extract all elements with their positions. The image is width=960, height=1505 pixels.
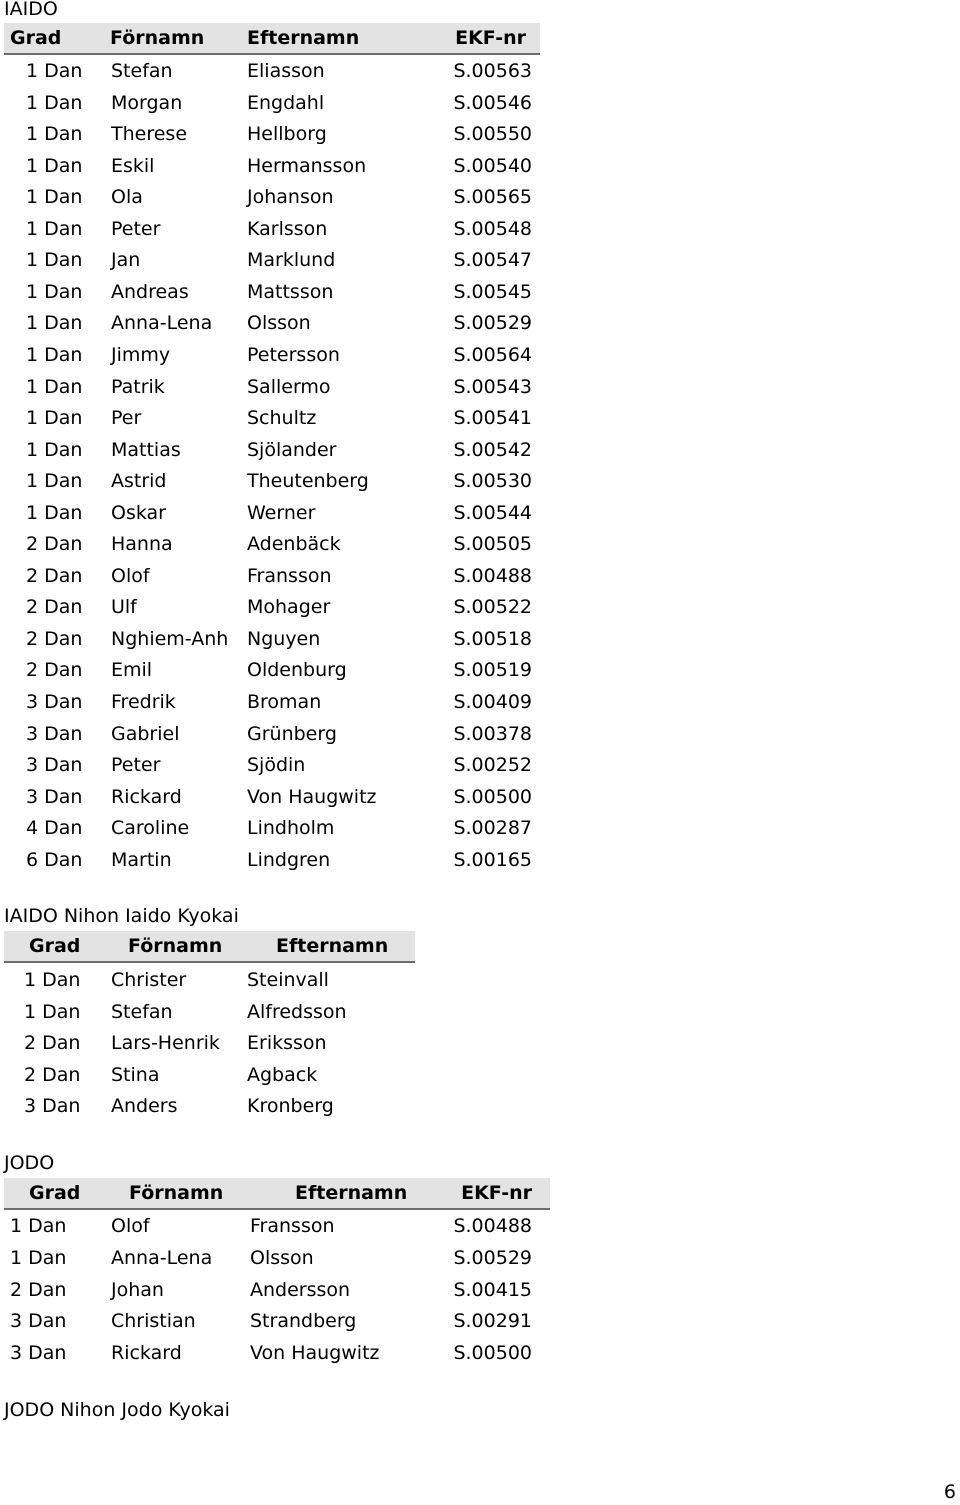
grad-cell: 1 Dan: [26, 343, 83, 366]
ekf-cell: S.00543: [453, 375, 532, 398]
table-row: [0, 182, 960, 213]
fornamn-cell: Olof: [111, 564, 150, 587]
efternamn-cell: Von Haugwitz: [250, 1342, 380, 1365]
ekf-cell: S.00488: [453, 564, 532, 587]
section-title-jodo-nihon: JODO Nihon Jodo Kyokai: [4, 1399, 230, 1421]
fornamn-cell: Peter: [111, 754, 161, 777]
efternamn-cell: Eriksson: [247, 1032, 327, 1055]
ekf-cell: S.00518: [453, 627, 532, 650]
ekf-cell: S.00529: [453, 312, 532, 335]
ekf-cell: S.00287: [453, 817, 532, 840]
efternamn-cell: Engdahl: [247, 91, 325, 114]
fornamn-cell: Ulf: [111, 596, 137, 619]
fornamn-cell: Jan: [111, 249, 141, 272]
col-header-fornamn: Förnamn: [128, 935, 223, 957]
fornamn-cell: Martin: [111, 848, 172, 871]
table-row: [0, 997, 960, 1028]
efternamn-cell: Alfredsson: [247, 1000, 347, 1023]
grad-cell: 1 Dan: [10, 1215, 67, 1237]
table-row: [0, 1211, 960, 1242]
grad-cell: 3 Dan: [26, 691, 83, 713]
grad-cell: 2 Dan: [26, 533, 83, 556]
fornamn-cell: Jimmy: [111, 343, 171, 366]
efternamn-cell: Johanson: [247, 186, 334, 209]
fornamn-cell: Oskar: [111, 501, 166, 524]
fornamn-cell: Rickard: [111, 1342, 182, 1365]
section-title-iaido: IAIDO: [4, 0, 58, 20]
fornamn-cell: Caroline: [111, 817, 190, 840]
table-row: [0, 592, 960, 623]
efternamn-cell: Mohager: [247, 596, 331, 619]
fornamn-cell: Stefan: [111, 60, 173, 82]
efternamn-cell: Olsson: [250, 1246, 314, 1269]
table-row: [0, 403, 960, 434]
section-title-iaido-nihon: IAIDO Nihon Iaido Kyokai: [4, 905, 239, 927]
col-header-ekf: EKF-nr: [455, 27, 526, 49]
fornamn-cell: Mattias: [111, 438, 181, 461]
fornamn-cell: Emil: [111, 659, 153, 682]
table-row: [0, 1338, 960, 1369]
ekf-cell: S.00415: [453, 1278, 532, 1301]
table-row: [0, 561, 960, 592]
ekf-cell: S.00505: [453, 533, 532, 556]
ekf-cell: S.00542: [453, 438, 532, 461]
table-row: [0, 1060, 960, 1091]
table-row: [0, 1275, 960, 1306]
ekf-cell: S.00529: [453, 1246, 532, 1269]
ekf-cell: S.00545: [453, 280, 532, 303]
grad-cell: 2 Dan: [10, 1278, 67, 1301]
grad-cell: 2 Dan: [24, 1063, 81, 1086]
table-row: [0, 624, 960, 655]
efternamn-cell: Nguyen: [247, 627, 321, 650]
efternamn-cell: Steinvall: [247, 969, 329, 991]
fornamn-cell: Morgan: [111, 91, 183, 114]
table-row: [0, 719, 960, 750]
ekf-cell: S.00378: [453, 722, 532, 745]
table-row: [0, 277, 960, 308]
efternamn-cell: Mattsson: [247, 280, 334, 303]
col-header-fornamn: Förnamn: [129, 1182, 224, 1204]
efternamn-cell: Petersson: [247, 343, 340, 366]
grad-cell: 1 Dan: [24, 1000, 81, 1023]
col-header-efternamn: Efternamn: [247, 27, 360, 49]
efternamn-cell: Agback: [247, 1063, 318, 1086]
fornamn-cell: Fredrik: [111, 691, 176, 713]
efternamn-cell: Grünberg: [247, 722, 337, 745]
efternamn-cell: Marklund: [247, 249, 336, 272]
table-row: [0, 308, 960, 339]
efternamn-cell: Adenbäck: [247, 533, 341, 556]
table-row: [0, 245, 960, 276]
ekf-cell: S.00522: [453, 596, 532, 619]
table-row: [0, 214, 960, 245]
grad-cell: 4 Dan: [26, 817, 83, 840]
ekf-cell: S.00540: [453, 154, 532, 177]
grad-cell: 2 Dan: [26, 659, 83, 682]
table-row: [0, 687, 960, 718]
grad-cell: 3 Dan: [26, 785, 83, 808]
grad-cell: 2 Dan: [26, 564, 83, 587]
fornamn-cell: Eskil: [111, 154, 155, 177]
fornamn-cell: Olof: [111, 1215, 150, 1237]
grad-cell: 1 Dan: [26, 312, 83, 335]
page-number: 6: [943, 1481, 956, 1503]
grad-cell: 3 Dan: [24, 1095, 81, 1118]
ekf-cell: S.00488: [453, 1215, 532, 1237]
efternamn-cell: Karlsson: [247, 217, 328, 240]
grad-cell: 1 Dan: [26, 91, 83, 114]
grad-cell: 1 Dan: [24, 969, 81, 991]
efternamn-cell: Kronberg: [247, 1095, 334, 1118]
table-row: [0, 1028, 960, 1059]
ekf-cell: S.00565: [453, 186, 532, 209]
fornamn-cell: Ola: [111, 186, 143, 209]
grad-cell: 3 Dan: [26, 722, 83, 745]
ekf-cell: S.00519: [453, 659, 532, 682]
fornamn-cell: Anna-Lena: [111, 1246, 213, 1269]
col-header-grad: Grad: [10, 27, 62, 49]
ekf-cell: S.00548: [453, 217, 532, 240]
grad-cell: 1 Dan: [26, 154, 83, 177]
ekf-cell: S.00500: [453, 785, 532, 808]
efternamn-cell: Lindgren: [247, 848, 331, 871]
fornamn-cell: Astrid: [111, 470, 167, 493]
fornamn-cell: Andreas: [111, 280, 189, 303]
grad-cell: 2 Dan: [26, 596, 83, 619]
table-row: [0, 435, 960, 466]
efternamn-cell: Olsson: [247, 312, 311, 335]
efternamn-cell: Schultz: [247, 407, 317, 430]
table-row: [0, 655, 960, 686]
grad-cell: 1 Dan: [26, 123, 83, 146]
efternamn-cell: Strandberg: [250, 1310, 357, 1333]
grad-cell: 3 Dan: [26, 754, 83, 777]
grad-cell: 1 Dan: [26, 438, 83, 461]
fornamn-cell: Hanna: [111, 533, 173, 556]
ekf-cell: S.00564: [453, 343, 532, 366]
efternamn-cell: Oldenburg: [247, 659, 347, 682]
efternamn-cell: Sallermo: [247, 375, 331, 398]
ekf-cell: S.00165: [453, 848, 532, 871]
col-header-grad: Grad: [29, 935, 81, 957]
grad-cell: 2 Dan: [24, 1032, 81, 1055]
grad-cell: 6 Dan: [26, 848, 83, 871]
col-header-ekf: EKF-nr: [461, 1182, 532, 1204]
grad-cell: 1 Dan: [26, 217, 83, 240]
fornamn-cell: Gabriel: [111, 722, 180, 745]
grad-cell: 1 Dan: [26, 407, 83, 430]
table-row: [0, 372, 960, 403]
efternamn-cell: Hermansson: [247, 154, 367, 177]
ekf-cell: S.00530: [453, 470, 532, 493]
fornamn-cell: Anders: [111, 1095, 178, 1118]
efternamn-cell: Broman: [247, 691, 322, 713]
efternamn-cell: Sjölander: [247, 438, 337, 461]
table-header-iaido: [4, 23, 540, 55]
table-row: [0, 119, 960, 150]
grad-cell: 1 Dan: [26, 501, 83, 524]
table-row: [0, 813, 960, 844]
col-header-fornamn: Förnamn: [110, 27, 205, 49]
table-row: [0, 965, 960, 996]
table-row: [0, 466, 960, 497]
col-header-efternamn: Efternamn: [276, 935, 389, 957]
fornamn-cell: Christer: [111, 969, 187, 991]
fornamn-cell: Rickard: [111, 785, 182, 808]
table-row: [0, 340, 960, 371]
ekf-cell: S.00409: [453, 691, 532, 713]
efternamn-cell: Lindholm: [247, 817, 335, 840]
grad-cell: 2 Dan: [26, 627, 83, 650]
section-title-jodo: JODO: [4, 1152, 55, 1174]
ekf-cell: S.00550: [453, 123, 532, 146]
fornamn-cell: Johan: [111, 1278, 164, 1301]
ekf-cell: S.00252: [453, 754, 532, 777]
efternamn-cell: Eliasson: [247, 60, 325, 82]
grad-cell: 1 Dan: [26, 280, 83, 303]
grad-cell: 3 Dan: [10, 1310, 67, 1333]
table-row: [0, 1306, 960, 1337]
table-row: [0, 498, 960, 529]
efternamn-cell: Theutenberg: [247, 470, 369, 493]
table-row: [0, 750, 960, 781]
table-row: [0, 529, 960, 560]
efternamn-cell: Von Haugwitz: [247, 785, 377, 808]
fornamn-cell: Lars-Henrik: [111, 1032, 220, 1055]
fornamn-cell: Nghiem-Anh: [111, 627, 229, 650]
table-row: [0, 782, 960, 813]
efternamn-cell: Fransson: [250, 1215, 335, 1237]
grad-cell: 1 Dan: [26, 470, 83, 493]
grad-cell: 1 Dan: [10, 1246, 67, 1269]
fornamn-cell: Stina: [111, 1063, 160, 1086]
ekf-cell: S.00547: [453, 249, 532, 272]
col-header-efternamn: Efternamn: [295, 1182, 408, 1204]
fornamn-cell: Peter: [111, 217, 161, 240]
ekf-cell: S.00500: [453, 1342, 532, 1365]
table-header-iaido-nihon: [4, 931, 415, 963]
table-row: [0, 56, 960, 87]
ekf-cell: S.00544: [453, 501, 532, 524]
fornamn-cell: Anna-Lena: [111, 312, 213, 335]
fornamn-cell: Patrik: [111, 375, 165, 398]
col-header-grad: Grad: [29, 1182, 81, 1204]
fornamn-cell: Christian: [111, 1310, 196, 1333]
fornamn-cell: Therese: [111, 123, 188, 146]
grad-cell: 1 Dan: [26, 186, 83, 209]
efternamn-cell: Sjödin: [247, 754, 306, 777]
table-row: [0, 1091, 960, 1122]
efternamn-cell: Werner: [247, 501, 316, 524]
table-row: [0, 151, 960, 182]
grad-cell: 1 Dan: [26, 375, 83, 398]
ekf-cell: S.00541: [453, 407, 532, 430]
ekf-cell: S.00546: [453, 91, 532, 114]
fornamn-cell: Stefan: [111, 1000, 173, 1023]
efternamn-cell: Fransson: [247, 564, 332, 587]
efternamn-cell: Andersson: [250, 1278, 351, 1301]
table-row: [0, 1243, 960, 1274]
grad-cell: 1 Dan: [26, 60, 83, 82]
grad-cell: 1 Dan: [26, 249, 83, 272]
efternamn-cell: Hellborg: [247, 123, 327, 146]
table-row: [0, 845, 960, 876]
grad-cell: 3 Dan: [10, 1342, 67, 1365]
ekf-cell: S.00563: [453, 60, 532, 82]
table-row: [0, 88, 960, 119]
table-header-jodo: [4, 1178, 550, 1210]
ekf-cell: S.00291: [453, 1310, 532, 1333]
fornamn-cell: Per: [111, 407, 142, 430]
